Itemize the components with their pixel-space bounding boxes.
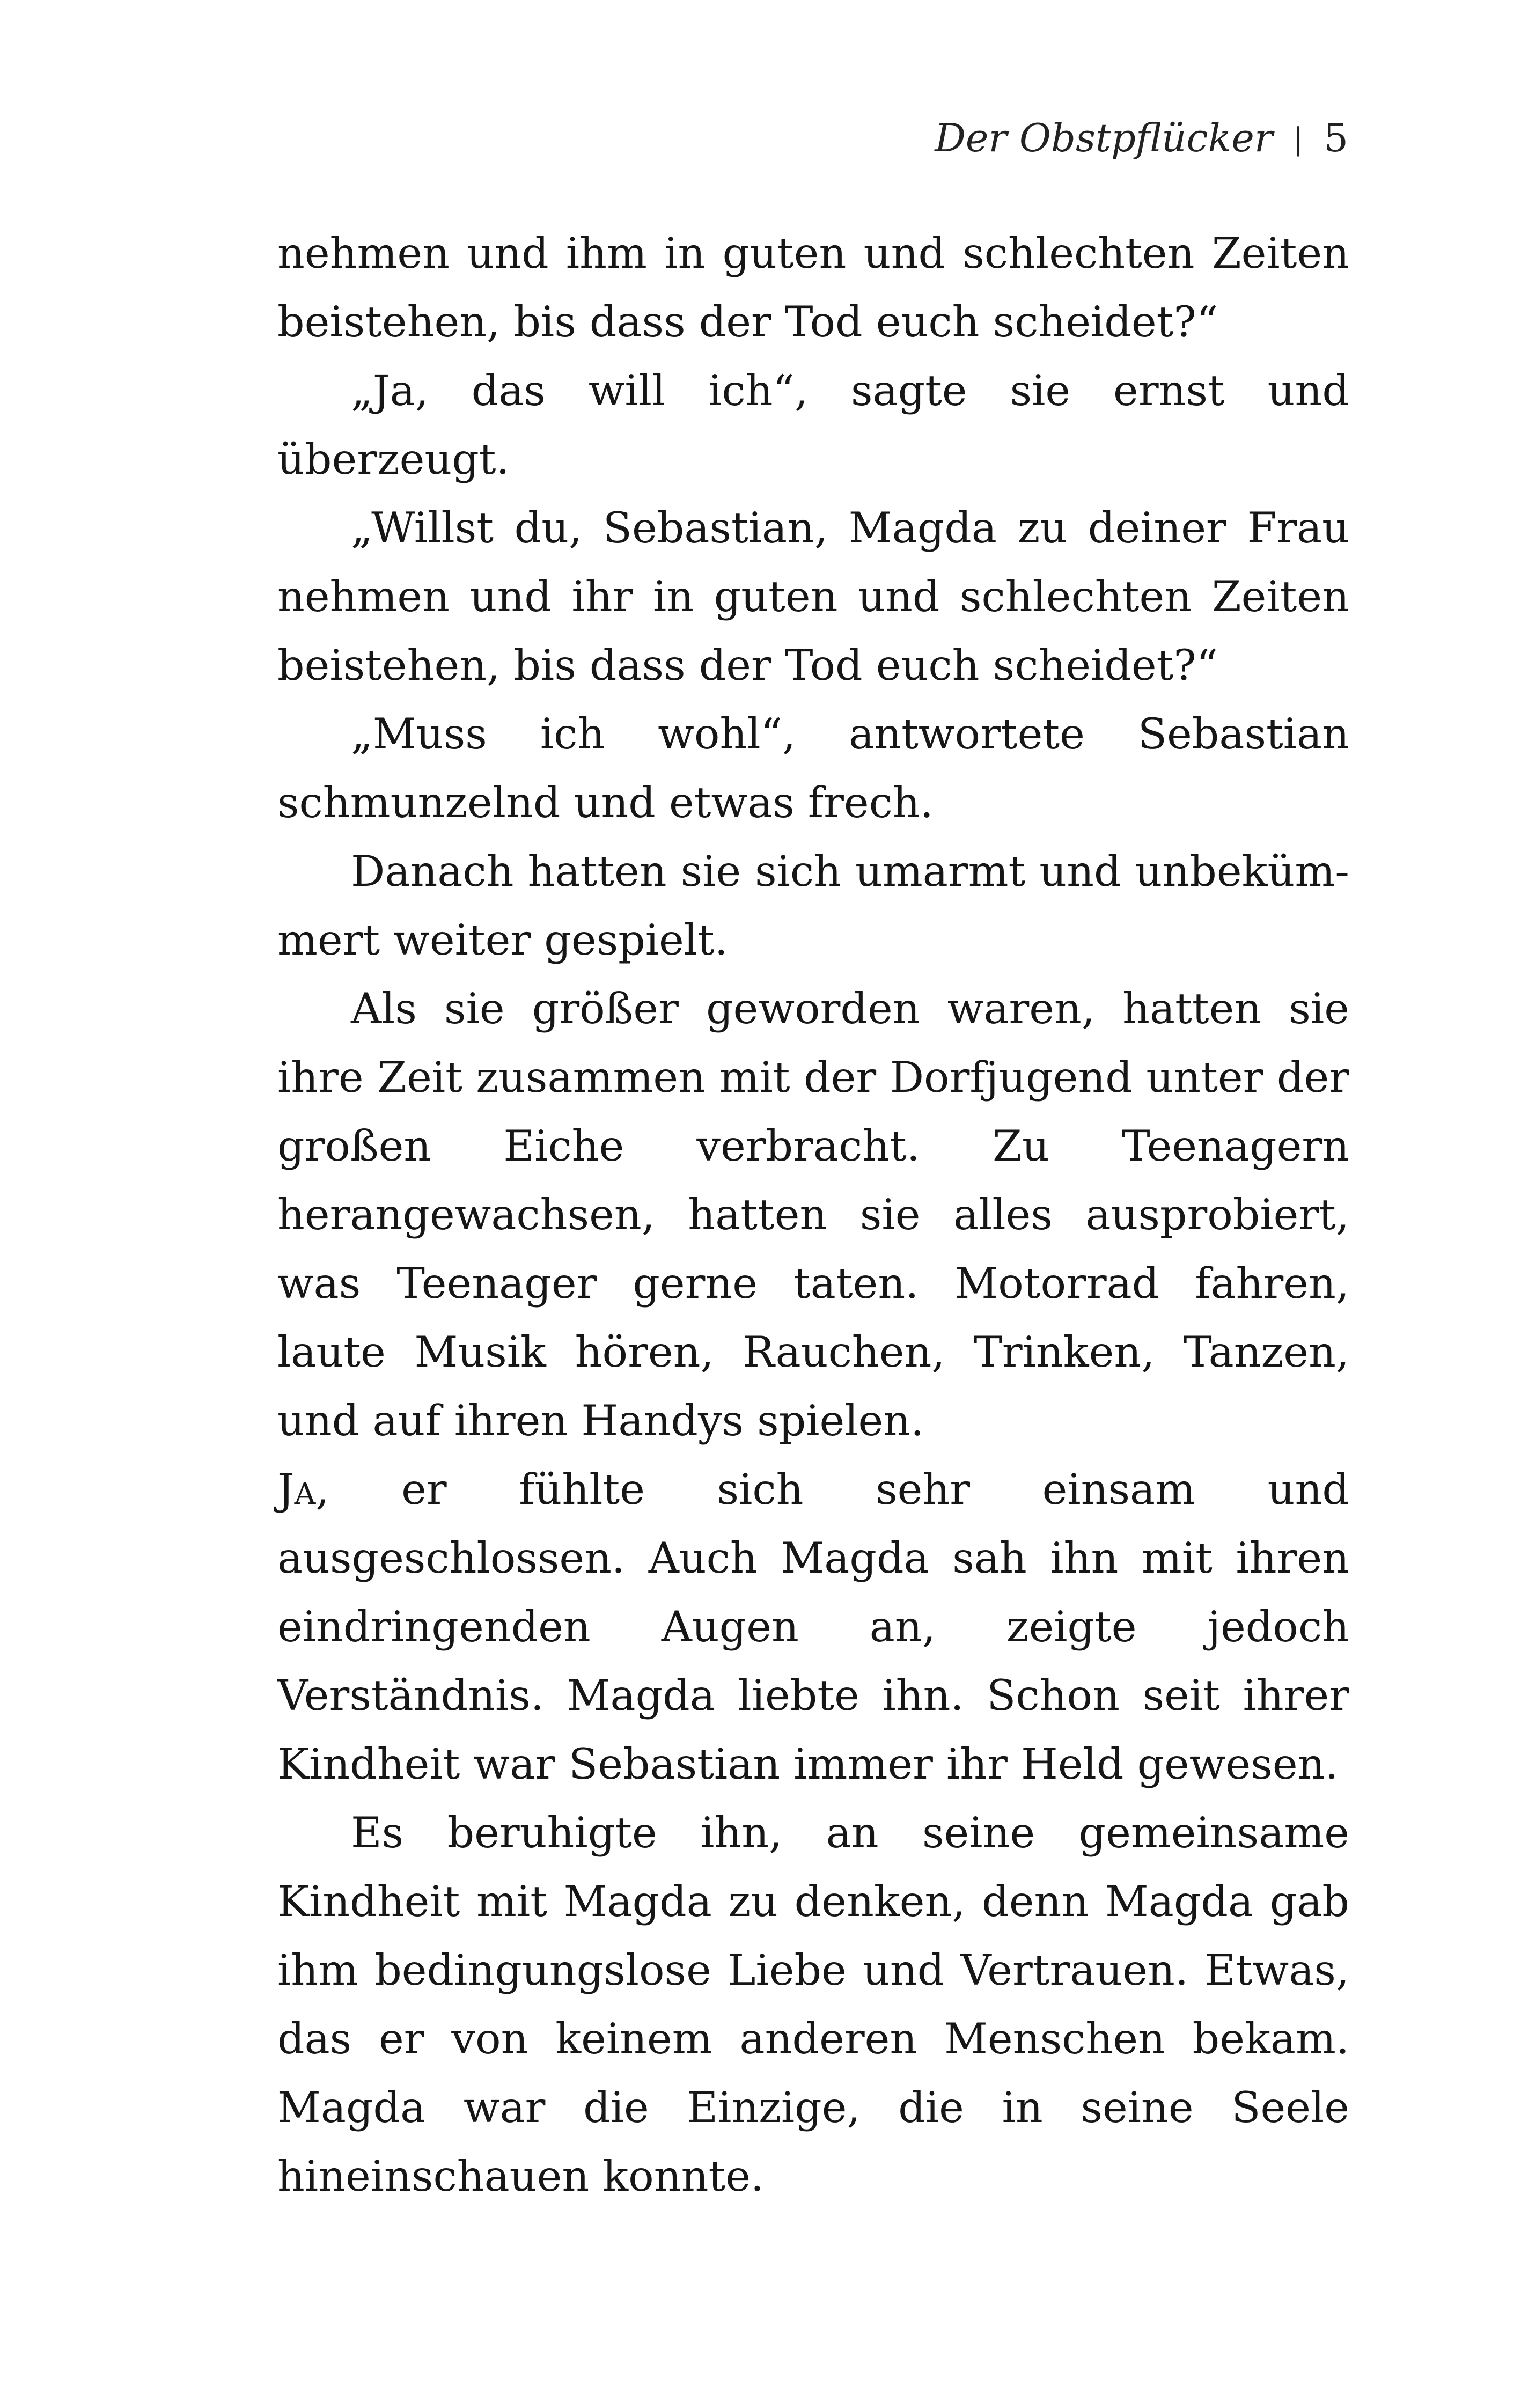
paragraph: Als sie größer geworden waren, hatten sie ihre Zeit zusammen mit der Dorfjugend unter der großen Eiche verbracht. Zu Teenagern herangewachsen, hatten sie alles ausprobiert, was Teenager gerne taten. Motorrad fahren, laute Musik hören, Rauchen, Trinken, Tanzen, und auf ihren Handys spielen.: [277, 984, 1349, 1445]
page-number: 5: [1324, 115, 1348, 160]
section-1: [277, 219, 1349, 1455]
opening-word: Ja: [277, 1465, 316, 1514]
section-2: [277, 1455, 1349, 2211]
running-head: [935, 114, 1348, 164]
paragraph: Danach hatten sie sich umarmt und unbekümmert weiter gespielt.: [277, 847, 1349, 965]
paragraph: „Ja, das will ich“, sagte sie ernst und überzeugt.: [277, 366, 1349, 484]
section-opening-paragraph: [277, 1455, 1349, 1798]
running-head-title: Der Obstpflücker: [935, 115, 1273, 160]
paragraph: Es beruhigte ihn, an seine gemeinsame Kindheit mit Magda zu denken, denn Magda gab ihm bedingungslose Liebe und Vertrauen. Etwas, das er von keinem anderen Menschen bekam. Magda war die Einzige, die in seine Seele hineinschauen konnte.: [277, 1808, 1349, 2201]
paragraph: „Willst du, Sebastian, Magda zu deiner Frau nehmen und ihr in guten und schlechten Zeiten beistehen, bis dass der Tod euch scheidet?“: [277, 503, 1349, 690]
opening-text: , er fühlte sich sehr einsam und ausgeschlossen. Auch Magda sah ihn mit ihren eindringenden Augen an, zeigte jedoch Verständnis. Magda liebte ihn. Schon seit ihrer Kindheit war Sebastian immer ihr Held gewesen.: [277, 1465, 1349, 1789]
paragraph: „Muss ich wohl“, antwortete Sebastian schmunzelnd und etwas frech.: [277, 709, 1349, 827]
running-head-separator: |: [1293, 122, 1304, 157]
paragraph: nehmen und ihm in guten und schlechten Zeiten beistehen, bis dass der Tod euch scheidet?“: [277, 229, 1349, 347]
